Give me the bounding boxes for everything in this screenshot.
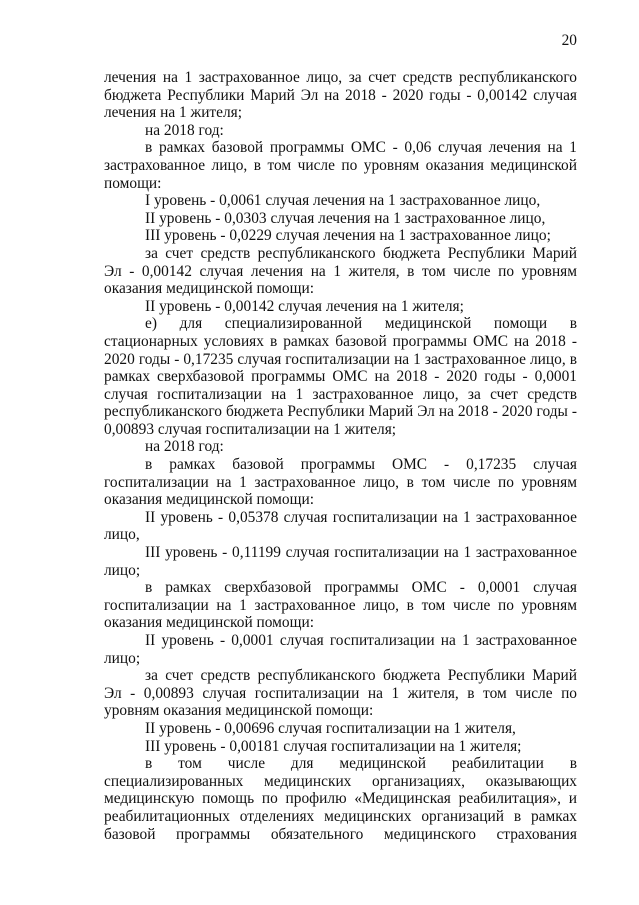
paragraph: в рамках базовой программы ОМС - 0,06 случая лечения на 1 застрахованное лицо, в том числе по уровням оказания медицинской помощи:: [104, 139, 577, 192]
paragraph: за счет средств республиканского бюджета Республики Марий Эл - 0,00142 случая лечения на 1 жителя, в том числе по уровням оказания медицинской помощи:: [104, 244, 577, 298]
paragraph: в том числе для медицинской реабилитации в специализированных медицинских организациях, оказывающих медицинскую помощь по профилю «Медицинская реабилитация», и реабилитационных отделениях медицинских организаций в рамках базовой программы обязательного медицинского страхования: [104, 755, 577, 843]
paragraph: II уровень - 0,0303 случая лечения на 1 застрахованное лицо,: [145, 209, 546, 227]
paragraph: в рамках базовой программы ОМС - 0,17235 случая госпитализации на 1 застрахованное лицо, в том числе по уровням оказания медицинской помощи:: [104, 456, 577, 509]
paragraph: I уровень - 0,0061 случая лечения на 1 застрахованное лицо,: [145, 192, 541, 210]
paragraph: на 2018 год:: [145, 438, 224, 456]
paragraph: лечения на 1 застрахованное лицо, за счет средств республиканского бюджета Республики Марий Эл на 2018 - 2020 годы - 0,00142 случая лечения на 1 жителя;: [104, 69, 577, 122]
paragraph: за счет средств республиканского бюджета Республики Марий Эл - 0,00893 случая госпитализации на 1 жителя, в том числе по уровням оказания медицинской помощи:: [104, 667, 577, 720]
paragraph: II уровень - 0,05378 случая госпитализации на 1 застрахованное лицо,: [104, 508, 577, 544]
document-body: [104, 69, 577, 843]
paragraph: III уровень - 0,0229 случая лечения на 1 застрахованное лицо;: [145, 227, 551, 245]
paragraph: е) для специализированной медицинской помощи в стационарных условиях в рамках базовой программы ОМС на 2018 - 2020 годы - 0,17235 случая госпитализации на 1 застрахованное лицо, в рамках сверхбазовой программы ОМС на 2018 - 2020 годы - 0,0001 случая госпитализации на 1 застрахованное лицо, за счет средств республиканского бюджета Республики Марий Эл на 2018 - 2020 годы - 0,00893 случая госпитализации на 1 жителя;: [104, 315, 577, 438]
paragraph: на 2018 год:: [145, 121, 224, 139]
paragraph: II уровень - 0,00696 случая госпитализации на 1 жителя,: [145, 719, 516, 737]
paragraph: III уровень - 0,11199 случая госпитализации на 1 застрахованное лицо;: [104, 544, 577, 579]
paragraph: II уровень - 0,00142 случая лечения на 1 жителя;: [145, 297, 464, 315]
paragraph: III уровень - 0,00181 случая госпитализации на 1 жителя;: [145, 737, 522, 755]
paragraph: II уровень - 0,0001 случая госпитализации на 1 застрахованное лицо;: [104, 632, 577, 667]
page-number: 20: [561, 32, 577, 49]
paragraph: в рамках сверхбазовой программы ОМС - 0,0001 случая госпитализации на 1 застрахованное лицо, в том числе по уровням оказания медицинской помощи:: [104, 579, 577, 632]
